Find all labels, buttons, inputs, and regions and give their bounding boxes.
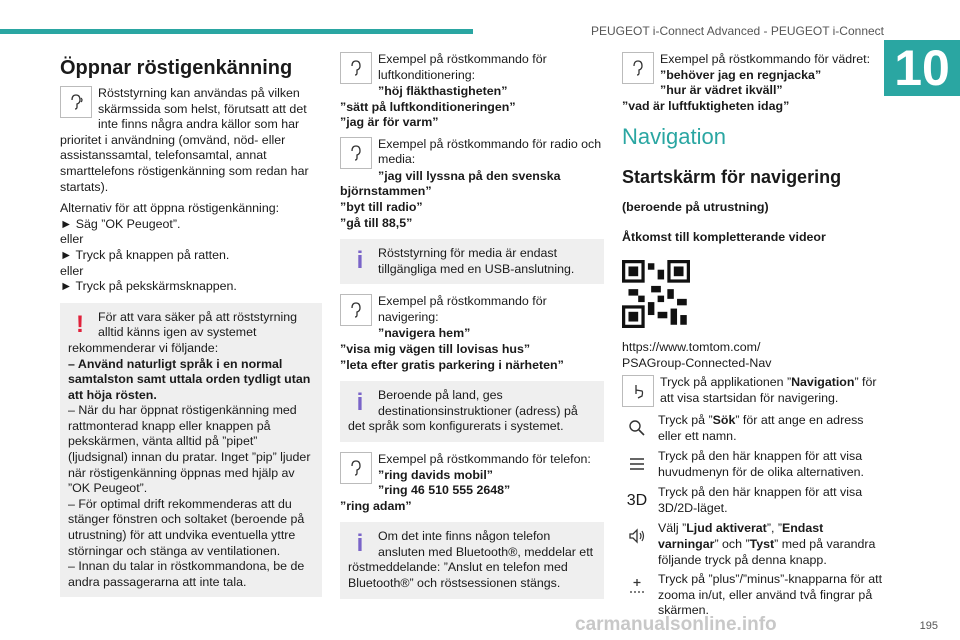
warning-rest: – När du har öppnat röstigenkänning med rattmonterad knapp eller knappen på pekskärmen, vänta alltid på ”pipet” (ljudsignal) innan du pratar. Inget ”pip” ljuder när röstigenkänning öppnas med hjälp av ”OK Peugeot”. – För optimal drift rekommenderas att du stänger fönstren och soltaket (beroende på utrustning) för att undvika eventuella yttre störningar och stänga av ventilationen. – Innan du talar in röstkommandona, be de andra passagerarna att inte tala. (68, 403, 311, 589)
voice-command-icon (622, 52, 654, 84)
option-say: ► Säg ”OK Peugeot”. (60, 216, 181, 231)
step-3d: 3D Tryck på den här knappen för att visa 3D/2D-läget. (622, 485, 884, 517)
equipment-note: (beroende på utrustning) (622, 200, 769, 215)
qr-code-icon[interactable] (622, 260, 690, 328)
zoom-icon (622, 572, 652, 602)
section-title-navigation: Navigation (622, 124, 726, 150)
info-phone-text: Om det inte finns någon telefon ansluten med Bluetooth®, meddelar ett röstmeddelande: ”Anslut en telefon med Bluetooth®” och röstsessionen stängs. (348, 529, 594, 591)
info-box-country (340, 381, 604, 442)
voice-command-icon (340, 452, 372, 484)
column-1 (60, 52, 322, 607)
videos-label: Åtkomst till kompletterande videor (622, 229, 826, 244)
info-country-text: Beroende på land, ges destinationsinstruktioner (adress) på det språk som konfigurerats i systemet. (348, 388, 578, 434)
column-2 (340, 52, 604, 609)
phone-commands: ”ring 46 510 555 2648” ”ring adam” (340, 483, 511, 513)
3d-mode-icon: 3D (622, 485, 652, 515)
radio-example (340, 137, 604, 231)
page-number: 195 (919, 620, 938, 632)
ac-lead: Exempel på röstkommando för luftkonditionering: (378, 52, 547, 82)
step-menu: Tryck på den här knappen för att visa huvudmenyn för de olika alternativen. (622, 449, 884, 481)
ac-example (340, 52, 604, 131)
voice-command-icon (340, 294, 372, 326)
option-steering: ► Tryck på knappen på ratten. (60, 247, 230, 262)
voice-command-icon (340, 52, 372, 84)
voice-command-icon (60, 86, 92, 118)
step-search: Tryck på ”Sök” för att ange en adress eller ett namn. (622, 413, 884, 445)
phone-example (340, 452, 604, 514)
info-media-text: Röststyrning för media är endast tillgängliga med en USB-anslutning. (378, 246, 575, 276)
watermark: carmanualsonline.info (575, 614, 777, 635)
nav-example (340, 294, 604, 373)
info-icon: i (356, 389, 364, 417)
step-navigation-app: Tryck på applikationen ”Navigation” för att visa startsidan för navigering. (622, 375, 884, 409)
step-zoom: Tryck på ”plus”/”minus”-knapparna för att zooma in/ut, eller använd två fingrar på skärmen. (622, 572, 884, 619)
weather-commands: ”hur är vädret ikväll” ”vad är luftfuktigheten idag” (622, 83, 790, 113)
pointer-icon (622, 375, 654, 407)
radio-lead: Exempel på röstkommando för radio och media: (378, 136, 602, 167)
voice-command-icon (340, 137, 372, 169)
section-heading-voice: Öppnar röstigenkänning (60, 57, 293, 79)
step-sound: Välj ”Ljud aktiverat”, ”Endast varningar” och ”Tyst” med på varandra följande tryck på denna knapp. (622, 521, 884, 568)
warning-intro: För att vara säker på att röststyrning alltid känns igen av systemet rekommenderar vi följande: (68, 309, 298, 355)
weather-command-1: ”behöver jag en regnjacka” (660, 67, 822, 82)
warning-icon: ! (76, 310, 84, 338)
warning-box (60, 303, 322, 598)
video-url[interactable]: https://www.tomtom.com/ PSAGroup-Connected-Nav (622, 340, 772, 370)
weather-example (622, 52, 884, 114)
or-label: eller (60, 232, 84, 247)
column-3 (622, 52, 884, 623)
header-bar (0, 29, 473, 34)
weather-lead: Exempel på röstkommando för vädret: (660, 52, 871, 66)
nav-commands: ”navigera hem” ”visa mig vägen till lovisas hus” ”leta efter gratis parkering i närheten” (340, 326, 564, 372)
phone-lead: Exempel på röstkommando för telefon: (378, 451, 591, 466)
chapter-number: 10 (884, 40, 960, 96)
menu-icon (622, 449, 652, 479)
info-box-phone (340, 522, 604, 598)
intro-text: Röststyrning kan användas på vilken skärmssida som helst, förutsatt att det inte finns några andra källor som har prioritet i användning (omvänd, nöd- eller assistanssamtal, telefonsamtal, annat smarttelefons röstigenkänning som redan har startats). (60, 86, 309, 194)
subheading-start-screen: Startskärm för navigering (622, 167, 842, 188)
header-title: PEUGEOT i-Connect Advanced - PEUGEOT i-Connect (590, 24, 884, 38)
intro-block (60, 86, 322, 195)
ac-commands: ”höj fläkthastigheten” ”sätt på luftkonditioneringen” ”jag är för varm” (340, 84, 516, 130)
radio-commands: ”jag vill lyssna på den svenska björnstammen” ”byt till radio” ”gå till 88,5” (340, 168, 561, 230)
search-icon (622, 413, 652, 443)
sound-icon (622, 521, 652, 551)
option-touch: ► Tryck på pekskärmsknappen. (60, 279, 237, 294)
phone-command-1: ”ring davids mobil” (378, 467, 493, 482)
alternatives-label: Alternativ för att öppna röstigenkänning: (60, 201, 280, 216)
info-icon: i (356, 530, 364, 558)
info-box-media (340, 239, 604, 284)
info-icon: i (356, 247, 364, 275)
or-label: eller (60, 263, 84, 278)
nav-lead: Exempel på röstkommando för navigering: (378, 294, 547, 324)
warning-bold: – Använd naturligt språk i en normal samtalston samt uttala orden tydligt utan att höja rösten. (68, 356, 311, 402)
